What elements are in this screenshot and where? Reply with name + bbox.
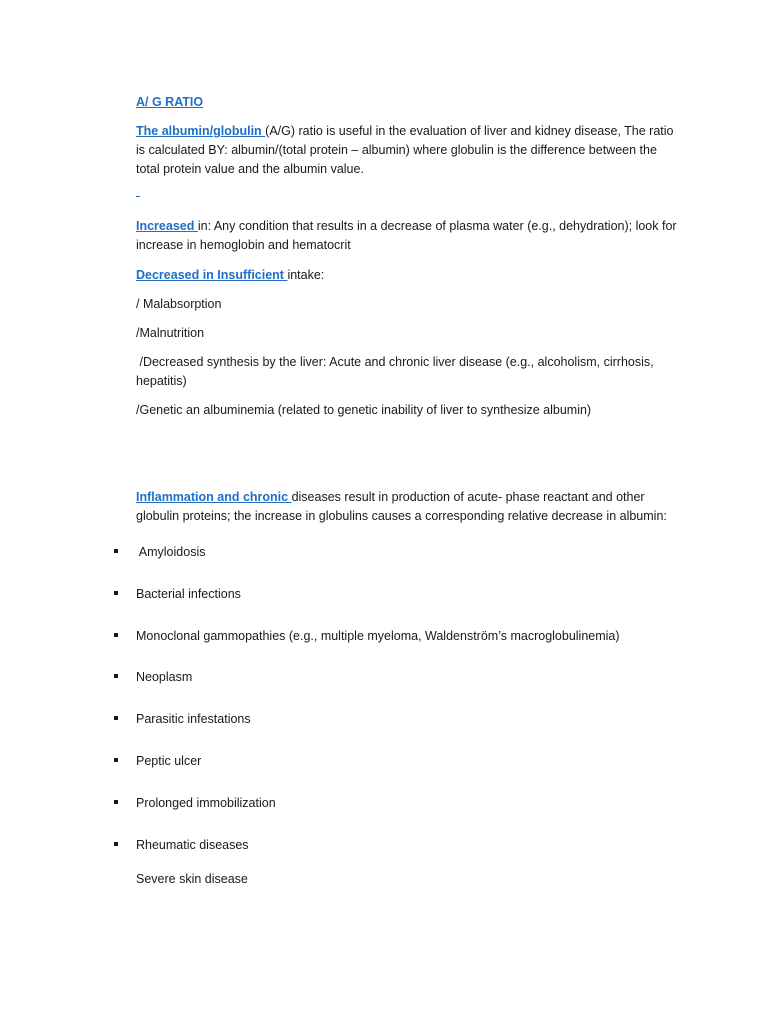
inflammation-paragraph (136, 488, 681, 526)
bullet-square-icon (114, 633, 118, 637)
bullet-text: Amyloidosis (136, 545, 206, 559)
last-item: Severe skin disease (136, 872, 248, 886)
slash-item: / Malabsorption (136, 297, 222, 311)
decreased-text: intake: (287, 268, 325, 282)
section-heading[interactable] (136, 93, 681, 111)
decreased-link[interactable]: Decreased in Insufficient (136, 268, 288, 282)
bullet-square-icon (114, 674, 118, 678)
empty-link-mark[interactable] (136, 196, 140, 197)
slash-item: /Genetic an albuminemia (related to genetic inability of liver to synthesize albumin) (136, 403, 592, 417)
inflammation-link[interactable]: Inflammation and chronic (136, 490, 292, 504)
increased-paragraph (136, 217, 681, 255)
increased-text: in: Any condition that results in a decrease of plasma water (e.g., dehydration); look for increase in hemoglobin and hematocrit (136, 219, 677, 252)
slash-item: /Decreased synthesis by the liver: Acute and chronic liver disease (e.g., alcoholism, cirrhosis, hepatitis) (136, 355, 658, 388)
bullet-square-icon (114, 758, 118, 762)
increased-link[interactable]: Increased (136, 219, 198, 233)
bullet-text: Monoclonal gammopathies (e.g., multiple myeloma, Waldenström’s macroglobulinemia) (136, 629, 620, 643)
albumin-globulin-link[interactable]: The albumin/globulin (136, 124, 266, 138)
bullet-text: Rheumatic diseases (136, 838, 249, 852)
bullet-text: Prolonged immobilization (136, 796, 276, 810)
heading-link[interactable]: A/ G RATIO (136, 95, 204, 109)
bullet-text: Neoplasm (136, 670, 193, 684)
bullet-text: Peptic ulcer (136, 754, 202, 768)
inflammation-text: diseases result in production of acute- phase reactant and other globulin proteins; the increase in globulins causes a corresponding relative decrease in albumin: (136, 490, 667, 523)
bullet-square-icon (114, 800, 118, 804)
bullet-square-icon (114, 549, 118, 553)
intro-text: (A/G) ratio is useful in the evaluation of liver and kidney disease, The ratio is calculated BY: albumin/(total protein – albumin) where globulin is the difference between the total protein value and the albumin value. (136, 124, 674, 176)
bullet-square-icon (114, 842, 118, 846)
bullet-text: Parasitic infestations (136, 712, 251, 726)
bullet-square-icon (114, 716, 118, 720)
bullet-text: Bacterial infections (136, 587, 241, 601)
decreased-paragraph (136, 266, 681, 285)
bullet-square-icon (114, 591, 118, 595)
intro-paragraph (136, 122, 681, 179)
slash-item: /Malnutrition (136, 326, 205, 340)
